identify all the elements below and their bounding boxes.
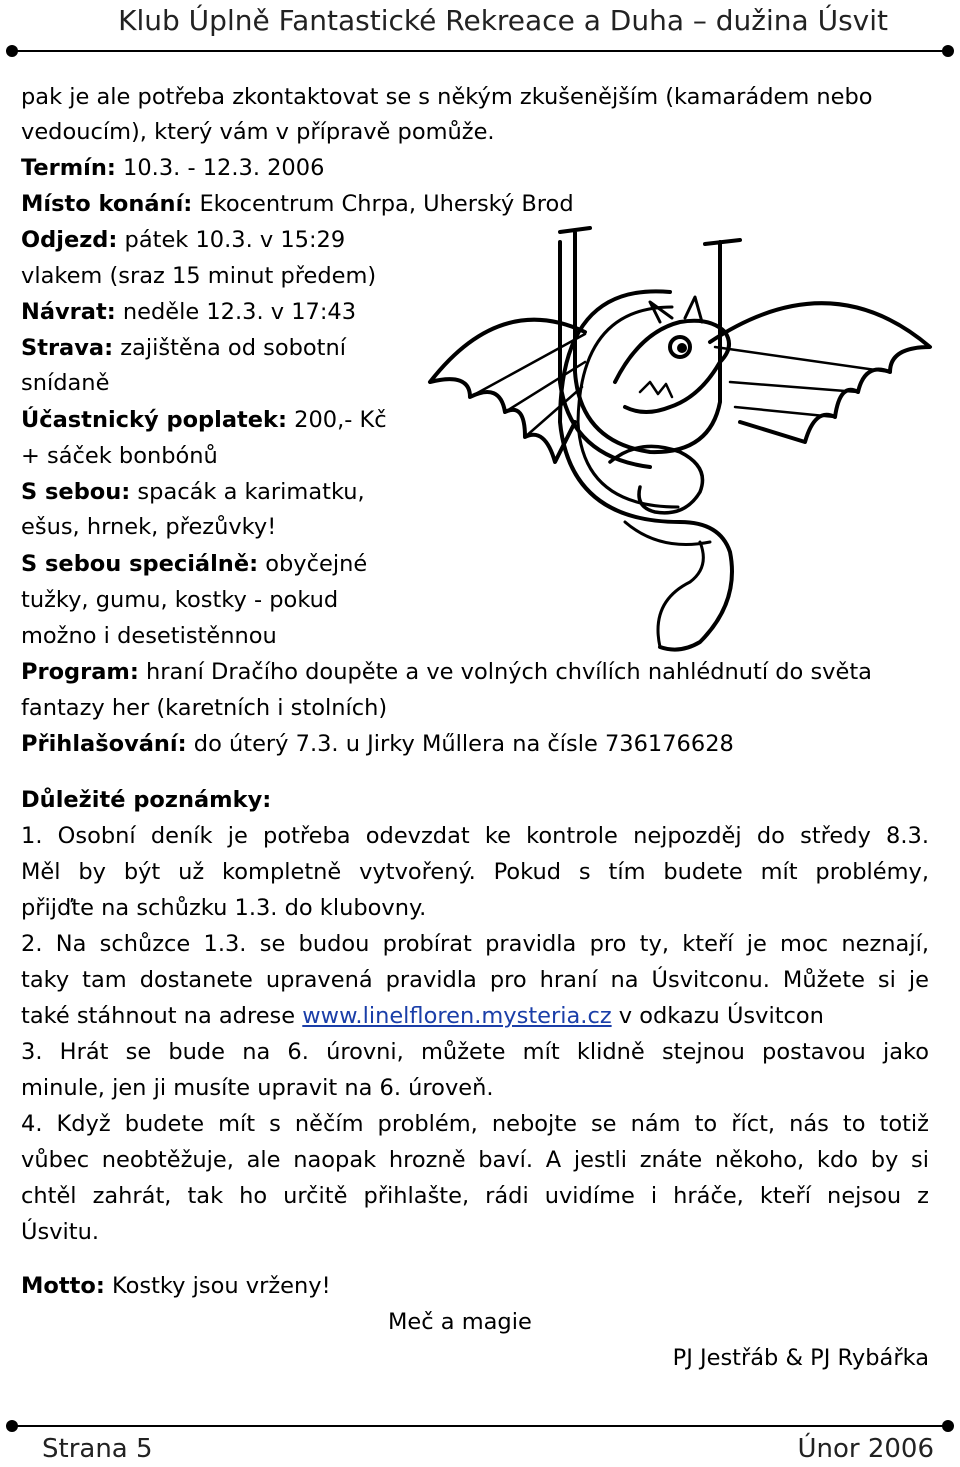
food-row <box>21 333 346 363</box>
special-value-cont: tužky, gumu, kostky - pokud <box>21 587 339 613</box>
return-value: neděle 12.3. v 17:43 <box>115 299 357 325</box>
page-number: Strana 5 <box>42 1434 153 1464</box>
food-label: Strava: <box>21 335 114 361</box>
food-value: zajištěna od sobotní <box>113 335 347 361</box>
note-line: Měl by být už kompletně vytvořený. Pokud s tím budete mít problémy, <box>21 859 929 885</box>
departure-label: Odjezd: <box>21 227 118 253</box>
departure-value: pátek 10.3. v 15:29 <box>117 227 346 253</box>
fee-row <box>21 405 387 435</box>
term-row <box>21 153 324 183</box>
place-label: Místo konání: <box>21 191 193 217</box>
term-value: 10.3. - 12.3. 2006 <box>115 155 325 181</box>
special-value: obyčejné <box>258 551 368 577</box>
bring-value-cont: ešus, hrnek, přezůvky! <box>21 514 277 540</box>
motto-line2: Meč a magie <box>388 1309 532 1335</box>
note-text: v odkazu Úsvitcon <box>611 1003 824 1029</box>
note-line: 3. Hrát se bude na 6. úrovni, můžete mít klidně stejnou postavou jako <box>21 1039 929 1065</box>
issue-date: Únor 2006 <box>797 1434 934 1464</box>
signup-value: do úterý 7.3. u Jirky Műllera na čísle 736176628 <box>186 731 734 757</box>
dragon-illustration <box>410 222 940 657</box>
note-line <box>21 1001 824 1031</box>
place-row <box>21 189 574 219</box>
term-label: Termín: <box>21 155 116 181</box>
motto-label: Motto: <box>21 1273 105 1299</box>
note-line: chtěl zahrát, tak ho určitě přihlašte, rádi uvidíme i hráče, kteří nejsou z <box>21 1183 929 1209</box>
notes-heading: Důležité poznámky: <box>21 787 272 813</box>
note-line: taky tam dostanete upravená pravidla pro hraní na Úsvitconu. Můžete si je <box>21 967 929 993</box>
program-value: hraní Dračího doupěte a ve volných chvílích nahlédnutí do světa <box>138 659 872 685</box>
special-value-cont: možno i desetistěnnou <box>21 623 277 649</box>
program-row <box>21 657 872 687</box>
special-row <box>21 549 367 579</box>
header-rule <box>12 50 948 52</box>
fee-value: 200,- Kč <box>287 407 387 433</box>
note-line: 4. Když budete mít s něčím problém, nebojte se nám to říct, nás to totiž <box>21 1111 929 1137</box>
return-label: Návrat: <box>21 299 116 325</box>
signup-row <box>21 729 734 759</box>
food-value-cont: snídaně <box>21 370 110 396</box>
note-line: 1. Osobní deník je potřeba odevzdat ke kontrole nejpozděj do středy 8.3. <box>21 823 929 849</box>
fee-label: Účastnický poplatek: <box>21 407 288 433</box>
bring-value: spacák a karimatku, <box>130 479 365 505</box>
place-value: Ekocentrum Chrpa, Uherský Brod <box>192 191 574 217</box>
note-line: vůbec neobtěžuje, ale naopak hrozně baví. A jestli znáte někoho, kdo by si <box>21 1147 929 1173</box>
motto-value: Kostky jsou vrženy! <box>104 1273 331 1299</box>
special-label: S sebou speciálně: <box>21 551 259 577</box>
fee-value-cont: + sáček bonbónů <box>21 443 218 469</box>
note-line: Úsvitu. <box>21 1219 99 1245</box>
bring-row <box>21 477 365 507</box>
note-text: také stáhnout na adrese <box>21 1003 303 1029</box>
footer-rule <box>12 1425 948 1427</box>
bring-label: S sebou: <box>21 479 131 505</box>
intro-line: pak je ale potřeba zkontaktovat se s někým zkušenějším (kamarádem nebo <box>21 84 873 110</box>
intro-line: vedoucím), který vám v přípravě pomůže. <box>21 119 495 145</box>
note-line: přijďte na schůzku 1.3. do klubovny. <box>21 895 427 921</box>
header-title: Klub Úplně Fantastické Rekreace a Duha – dužina Úsvit <box>118 4 888 37</box>
program-value-cont: fantazy her (karetních i stolních) <box>21 695 388 721</box>
note-line: 2. Na schůzce 1.3. se budou probírat pravidla pro ty, kteří je moc neznají, <box>21 931 929 957</box>
return-row <box>21 297 356 327</box>
program-label: Program: <box>21 659 139 685</box>
website-link[interactable]: www.linelfloren.mysteria.cz <box>302 1003 612 1029</box>
signup-label: Přihlašování: <box>21 731 187 757</box>
signature: PJ Jestřáb & PJ Rybářka <box>672 1345 929 1371</box>
departure-row <box>21 225 345 255</box>
motto-row <box>21 1271 331 1301</box>
departure-note: vlakem (sraz 15 minut předem) <box>21 263 377 289</box>
note-line: minule, jen ji musíte upravit na 6. úroveň. <box>21 1075 494 1101</box>
